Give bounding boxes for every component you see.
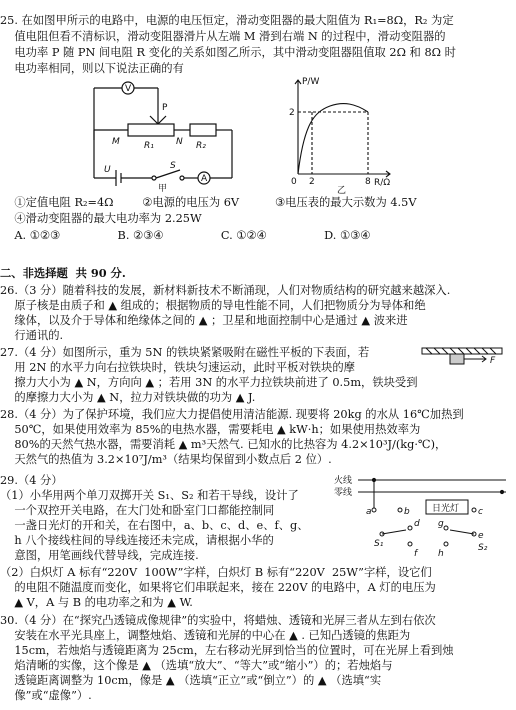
graph-origin: 0 <box>291 177 297 187</box>
q29-line-5: h 八个接线柱间的导线连接还未完成，请根据小华的 <box>0 534 274 547</box>
terminal-g: g <box>438 519 444 529</box>
live-wire-label: 火线 <box>334 476 353 486</box>
q30-line-6: 像”或“虚像”）. <box>0 689 92 702</box>
q30-line-2: 安装在水平光具座上，调整烛焰、透镜和光屏的中心在 ▲ . 已知凸透镜的焦距为 <box>0 629 411 642</box>
q25-line-1: 25. 在如图甲所示的电路中，电源的电压恒定，滑动变阻器的最大阻值为 R₁=8Ω，R₂ 为定 <box>0 14 454 27</box>
switch-s2-label: S₂ <box>478 543 488 553</box>
q28-line-1: 28.（4 分）为了保护环境，我们应大力提倡使用清洁能源. 现要将 20kg 的水从 16℃加热到 <box>0 408 464 421</box>
q29-line-6: 意图，用笔画线代替导线，完成连接. <box>0 549 199 562</box>
q27-line-4: 的摩擦力大小为 ▲ N，拉力对铁块做的功为 ▲ J. <box>0 391 256 404</box>
q26-line-2: 原子核是由质子和 ▲ 组成的；根据物质的导电性能不同，人们把物质分为导体和绝 <box>0 299 426 312</box>
two-way-switch-figure <box>334 472 512 572</box>
graph-xtick-2: 2 <box>309 177 315 187</box>
voltmeter-label: V <box>125 84 132 94</box>
q30-line-4: 焰清晰的实像，这个像是 ▲ （选填“放大”、“等大”或“缩小”）的；若烛焰与 <box>0 659 393 672</box>
graph-xtick-8: 8 <box>365 177 371 187</box>
q29-line-1: 29.（4 分） <box>0 474 63 487</box>
power-graph-yi <box>282 74 400 194</box>
q29-line-9: ▲ V，A 与 B 的电功率之和为 ▲ W. <box>0 596 193 609</box>
fig-yi-caption: 乙 <box>337 186 347 194</box>
terminal-f: f <box>414 549 418 559</box>
switch-s1-label: S₁ <box>374 539 384 549</box>
force-f-label: F <box>490 356 496 366</box>
switch-s-label: S <box>170 161 176 171</box>
terminal-h: h <box>438 549 444 559</box>
q29-line-7: （2）白炽灯 A 标有“220V 100W”字样，白炽灯 B 标有“220V 25W”字样，设它们 <box>0 566 432 579</box>
q25-line-3: 电功率 P 随 PN 间电阻 R 变化的关系如图乙所示，其中滑动变阻器阻值取 2Ω 和 8Ω 时 <box>0 46 456 59</box>
terminal-e: e <box>478 531 484 541</box>
q25-line-2: 值电阻但看不清标识，滑动变阻器滑片从左端 M 滑到右端 N 的过程中，滑动变阻器的 <box>0 30 446 43</box>
q25-line-4: 电功率相同，则以下说法正确的有 <box>0 62 184 75</box>
q28-line-2: 50℃，如果使用效率为 85%的电热水器，需要耗电 ▲ kW·h；如果使用热效率为 <box>0 423 421 436</box>
q25-choices: A. ①②③ B. ②③④ C. ①②④ D. ①③④ <box>0 229 371 242</box>
terminal-c: c <box>478 507 483 517</box>
fig-jia-caption: 甲 <box>158 184 168 192</box>
slider-p-label: P <box>162 103 168 113</box>
q28-line-4: 天然气的热值为 3.2×10⁷J/m³（结果均保留到小数点后 2 位）. <box>0 453 332 466</box>
q27-line-1: 27.（4 分）如图所示，重为 5N 的铁块紧紧吸附在磁性平板的下表面，若 <box>0 346 370 359</box>
q29-line-8: 的电阻不随温度而变化，如果将它们串联起来，接在 220V 的电路中，A 灯的电压为 <box>0 581 436 594</box>
graph-ylabel: P/W <box>302 77 320 87</box>
neutral-wire-label: 零线 <box>334 488 353 498</box>
q29-line-3: 一个双控开关电路，在大门处和卧室门口都能控制同 <box>0 504 275 517</box>
q30-line-3: 15cm，若烛焰与透镜距离为 25cm，左右移动光屏到恰当的位置时，可在光屏上看到烛 <box>0 644 454 657</box>
q29-line-4: 一盏日光灯的开和关，在右图中，a、b、c、d、e、f、g、 <box>0 519 309 532</box>
end-m-label: M <box>112 137 120 147</box>
q28-line-3: 80%的天然气热水器，需要消耗 ▲ m³天然气. 已知水的比热容为 4.2×10³J/(kg·℃)， <box>0 438 447 451</box>
graph-xlabel: R/Ω <box>374 178 391 188</box>
q25-options-1: ①定值电阻 R₂=4Ω ②电源的电压为 6V ③电压表的最大示数为 4.5V <box>0 196 417 209</box>
terminal-a: a <box>366 507 372 517</box>
r2-label: R₂ <box>196 141 206 151</box>
graph-ytick-2: 2 <box>289 108 295 118</box>
q27-line-3: 擦力大小为 ▲ N，方向向 ▲ ；若用 3N 的水平力拉铁块前进了 0.5m，铁块受到 <box>0 376 418 389</box>
q30-line-1: 30.（4 分）在“探究凸透镜成像规律”的实验中，将蜡烛、透镜和光屏三者从左到右依次 <box>0 614 436 627</box>
q27-line-2: 用 2N 的水平力向右拉铁块时，铁块匀速运动，此时平板对铁块的摩 <box>0 361 355 374</box>
r1-label: R₁ <box>144 141 154 151</box>
q25-options-2: ④滑动变阻器的最大电功率为 2.25W <box>0 212 202 225</box>
q26-line-1: 26.（3 分）随着科技的发展，新材料新技术不断涌现，人们对物质结构的研究越来越深入. <box>0 284 451 297</box>
lamp-label: 日光灯 <box>432 504 460 514</box>
q29-line-2: （1）小华用两个单刀双掷开关 S₁、S₂ 和若干导线，设计了 <box>0 489 299 502</box>
q26-line-3: 缘体，以及介于导体和绝缘体之间的 ▲ ；卫星和地面控制中心是通过 ▲ 波来进 <box>0 314 408 327</box>
magnetic-plate-figure <box>418 344 510 374</box>
q26-line-4: 行通讯的. <box>0 329 64 342</box>
section-heading: 二、非选择题 共 90 分. <box>0 266 126 280</box>
q30-line-5: 透镜距离调整为 10cm，像是 ▲ （选填“正立”或“倒立”）的 ▲ （选填“实 <box>0 674 382 687</box>
terminal-b: b <box>404 507 410 517</box>
ammeter-label: A <box>201 174 208 184</box>
terminal-d: d <box>414 519 420 529</box>
circuit-diagram-jia <box>82 80 242 192</box>
end-n-label: N <box>176 137 183 147</box>
source-u-label: U <box>104 165 111 175</box>
